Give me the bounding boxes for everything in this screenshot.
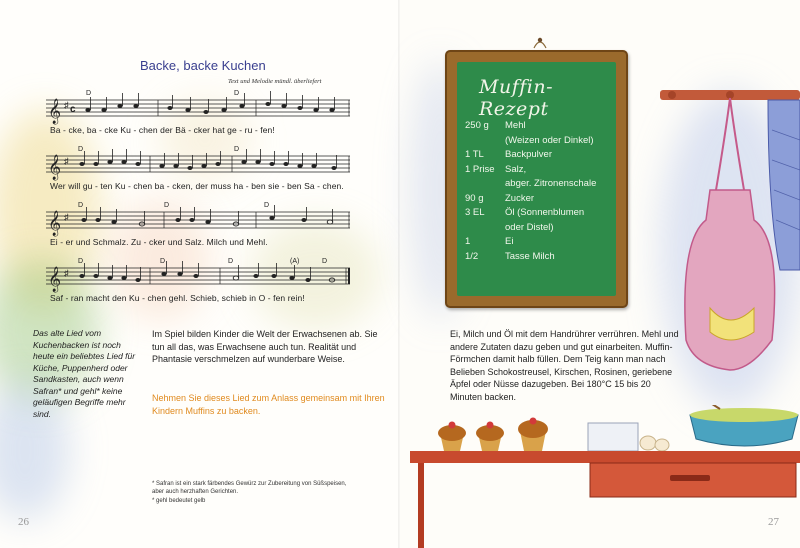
recipe-quantity: 250 g (465, 120, 489, 131)
recipe-row (457, 251, 616, 264)
recipe-ingredient: Ei (505, 236, 514, 247)
chord-label: D (264, 202, 270, 209)
recipe-ingredient: Öl (Sonnenblumen (505, 207, 585, 218)
svg-text:♯: ♯ (64, 268, 69, 278)
recipe-quantity: 3 EL (465, 207, 485, 218)
recipe-row (457, 193, 616, 206)
lyric-line-3: Ei - er und Schmalz. Zu - cker und Salz. Milch und Mehl. (50, 237, 268, 247)
page-number-right: 27 (768, 516, 779, 528)
chord-label: D (234, 146, 240, 153)
chord-label: D (78, 146, 84, 153)
recipe-title: Muffin-Rezept (479, 76, 553, 120)
muffin-icon (518, 418, 548, 452)
recipe-ingredient: (Weizen oder Dinkel) (505, 134, 594, 146)
recipe-row (457, 207, 616, 220)
lyric-line-1: Ba - cke, ba - cke Ku - chen der Bä - cker hat ge - ru - fen! (50, 125, 275, 135)
svg-text:♯: ♯ (64, 100, 69, 110)
staff-lines (46, 144, 350, 184)
page-number-left: 26 (18, 516, 29, 528)
footnote-gehl: * gehl bedeutet gelb (152, 498, 206, 504)
staff-lines (46, 256, 350, 296)
chord-label: (A) (290, 258, 300, 265)
chord-label: D (164, 202, 170, 209)
recipe-ingredient: Mehl (505, 120, 526, 131)
chord-label: D (228, 258, 234, 265)
music-staff-1 (46, 88, 350, 144)
footnote-safran: * Safran ist ein stark färbendes Gewürz zur Zubereitung von Süßspeisen, aber auch herzhaften Gerichten. (152, 481, 347, 495)
recipe-row (457, 236, 616, 249)
music-staff-2 (46, 144, 350, 200)
shelf-illustration (400, 405, 800, 548)
recipe-ingredient: oder Distel) (505, 221, 554, 233)
svg-text:𝄞: 𝄞 (48, 99, 62, 124)
song-credit: Text und Melodie mündl. überliefert (228, 78, 322, 85)
recipe-quantity: 1/2 (465, 250, 479, 262)
side-note: Das alte Lied vom Kuchenbacken ist noch heute ein beliebtes Lied für Küche, Puppenherd oder Sandkasten, auch wenn Safran* und gehl* keine geläufigen Begriffe mehr sind. (33, 328, 136, 419)
svg-text:♯: ♯ (64, 156, 69, 166)
lyric-line-2: Wer will gu - ten Ku - chen ba - cken, der muss ha - ben sie - ben Sa - chen. (50, 181, 344, 191)
highlight-paragraph: Nehmen Sie dieses Lied zum Anlass gemeinsam mit Ihren Kindern Muffins zu backen. (152, 393, 385, 416)
recipe-ingredient: abger. Zitronenschale (505, 178, 597, 189)
chalkboard (457, 62, 616, 296)
music-staff-4 (46, 256, 350, 312)
chord-label: D (322, 258, 328, 265)
baking-instructions: Ei, Milch und Öl mit dem Handrührer verrühren. Mehl und andere Zutaten dazu geben und gut einarbeiten. Muffin-Förmchen damit halb füllen. Dem Teig kann man nach Belieben Schokostreusel, Kirschen, Rosinen, geriebene Äpfel oder Nüsse dazugeben. Bei 180°C 15 bis 20 Minuten backen. (450, 329, 679, 402)
recipe-row (457, 164, 616, 177)
recipe-row (457, 178, 616, 191)
svg-text:𝄞: 𝄞 (48, 155, 62, 180)
recipe-row (457, 135, 616, 148)
intro-paragraph: Im Spiel bilden Kinder die Welt der Erwachsenen ab. Sie tun all das, was Erwachsene auch tun. Realität und Phantasie verschmelzen auf wunderbare Weise. (152, 329, 378, 364)
chord-label: D (234, 90, 240, 97)
recipe-quantity: 1 TL (465, 149, 484, 160)
recipe-ingredient: Zucker (505, 192, 535, 204)
muffin-icon (438, 422, 466, 452)
chord-label: D (86, 90, 92, 97)
right-page (400, 0, 800, 548)
music-staff-3 (46, 200, 350, 256)
recipe-quantity: 90 g (465, 192, 484, 204)
recipe-row (457, 222, 616, 235)
svg-text:𝄞: 𝄞 (48, 211, 62, 236)
song-title: Backe, backe Kuchen (140, 58, 266, 73)
muffin-icon (476, 422, 504, 452)
lyric-line-4: Saf - ran macht den Ku - chen gehl. Schieb, schieb in O - fen rein! (50, 293, 305, 303)
recipe-ingredient: Salz, (505, 163, 527, 175)
recipe-quantity: 1 (465, 236, 471, 247)
recipe-quantity: 1 Prise (465, 163, 495, 175)
svg-text:♯: ♯ (64, 212, 69, 222)
chord-label: D (78, 258, 84, 265)
recipe-row (457, 149, 616, 162)
staff-lines (46, 88, 350, 128)
svg-text:c: c (70, 104, 76, 115)
chord-label: D (160, 258, 166, 265)
recipe-row (457, 120, 616, 133)
chalkboard-frame (445, 50, 628, 308)
staff-lines (46, 200, 350, 240)
recipe-ingredient: Tasse Milch (505, 250, 555, 262)
svg-text:𝄞: 𝄞 (48, 267, 62, 292)
recipe-ingredient: Backpulver (505, 149, 552, 160)
chord-label: D (78, 202, 84, 209)
